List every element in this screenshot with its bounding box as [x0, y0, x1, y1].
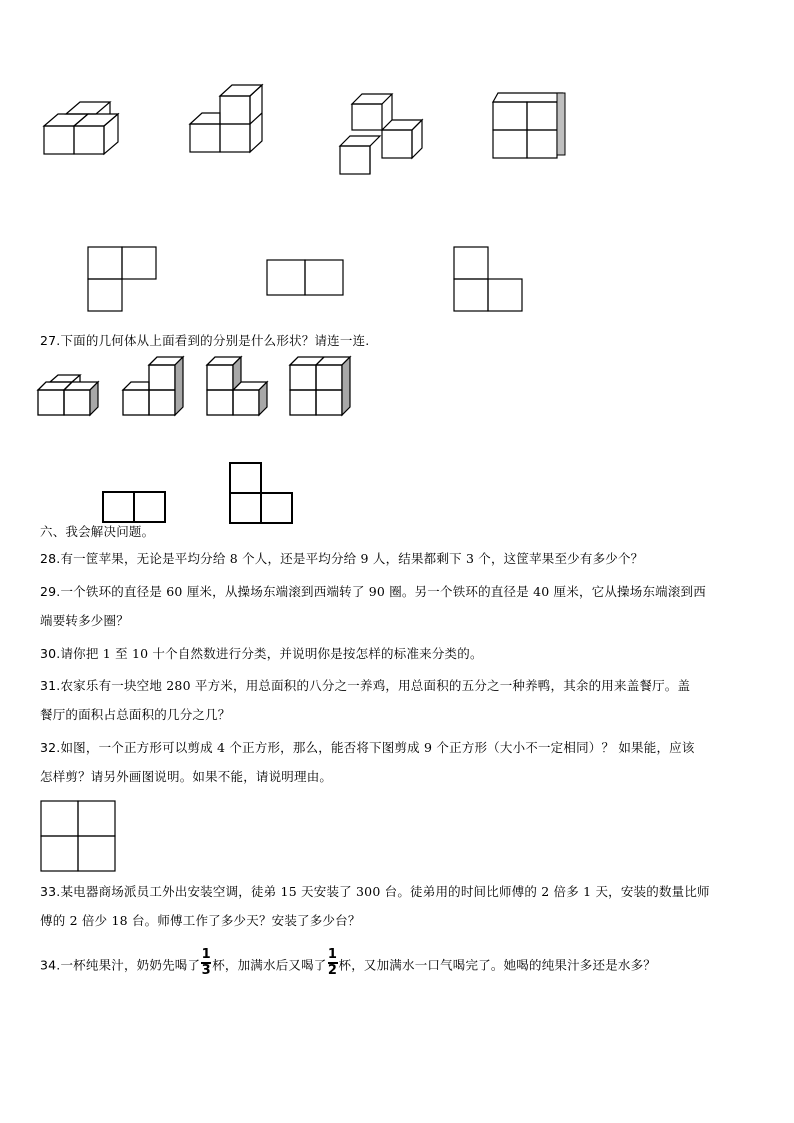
question-29-line-2: 端要转多少圈？ [40, 613, 129, 628]
view-shape-1 [86, 245, 158, 313]
question-text: 有一筐苹果，无论是平均分给 8 个人，还是平均分给 9 人，结果都剩下 3 个，这筐苹果至少有多少个？ [60, 551, 644, 566]
question-text-part-3: 杯，又加满水一口气喝完了。她喝的纯果汁多还是水多？ [338, 957, 657, 973]
view-shape-2 [265, 258, 347, 298]
question-number: 28. [40, 551, 61, 566]
question-number: 34. [40, 957, 61, 973]
question-text: 某电器商场派员工外出安装空调，徒弟 15 天安装了 300 台。徒弟用的时间比师傅的 2 倍多 1 天，安装的数量比师 [60, 884, 710, 899]
question-text: 请你把 1 至 10 十个自然数进行分类，并说明你是按怎样的标准来分类的。 [60, 646, 483, 661]
question-text-part-2: 杯，加满水后又喝了 [212, 957, 327, 973]
solid-3 [338, 90, 432, 178]
fraction-denominator: 2 [327, 963, 338, 978]
question-34 [40, 947, 756, 980]
question-number: 27. [40, 333, 61, 348]
q27-solid-1 [36, 372, 102, 418]
question-number: 30. [40, 646, 61, 661]
q27-solid-2 [121, 354, 185, 418]
square-grid-figure [39, 799, 117, 873]
fraction-numerator: 1 [327, 947, 338, 962]
fraction-one-third [201, 949, 211, 977]
question-29 [40, 584, 756, 600]
q27-view-shape-2 [228, 461, 296, 526]
question-32 [40, 740, 756, 756]
question-32-line-2: 怎样剪？请另外画图说明。如果不能，请说明理由。 [40, 769, 333, 784]
question-number: 29. [40, 584, 61, 599]
question-number: 31. [40, 678, 61, 693]
solid-4 [490, 90, 570, 162]
solid-2 [188, 82, 264, 156]
question-text: 一个铁环的直径是 60 厘米，从操场东端滚到西端转了 90 圈。另一个铁环的直径是 40 厘米，它从操场东端滚到西 [60, 584, 706, 599]
question-27 [40, 333, 756, 349]
fraction-one-half [328, 949, 338, 977]
question-number: 32. [40, 740, 61, 755]
q27-solid-4 [288, 354, 352, 418]
question-text: 农家乐有一块空地 280 平方米，用总面积的八分之一养鸡，用总面积的五分之一种养鸭，其余的用来盖餐厅。盖 [60, 678, 691, 693]
question-number: 33. [40, 884, 61, 899]
question-33-line-2: 傅的 2 倍少 18 台。师傅工作了多少天？安装了多少台？ [40, 913, 361, 928]
section-title: 六、我会解决问题。 [40, 524, 155, 539]
q27-solid-3 [205, 354, 269, 418]
question-text: 下面的几何体从上面看到的分别是什么形状？请连一连. [60, 333, 370, 348]
question-text-part-1: 一杯纯果汁，奶奶先喝了 [60, 957, 201, 973]
solid-1 [40, 96, 124, 158]
question-text: 如图，一个正方形可以剪成 4 个正方形，那么，能否将下图剪成 9 个正方形（大小不一定相同）？ 如果能，应该 [60, 740, 695, 755]
question-30 [40, 646, 756, 662]
q27-view-shape-1 [101, 490, 167, 526]
fraction-numerator: 1 [201, 947, 211, 962]
question-31 [40, 678, 756, 694]
question-28 [40, 551, 756, 567]
question-33 [40, 884, 756, 900]
fraction-denominator: 3 [201, 963, 211, 978]
question-31-line-2: 餐厅的面积占总面积的几分之几？ [40, 707, 231, 722]
view-shape-3 [452, 245, 526, 313]
